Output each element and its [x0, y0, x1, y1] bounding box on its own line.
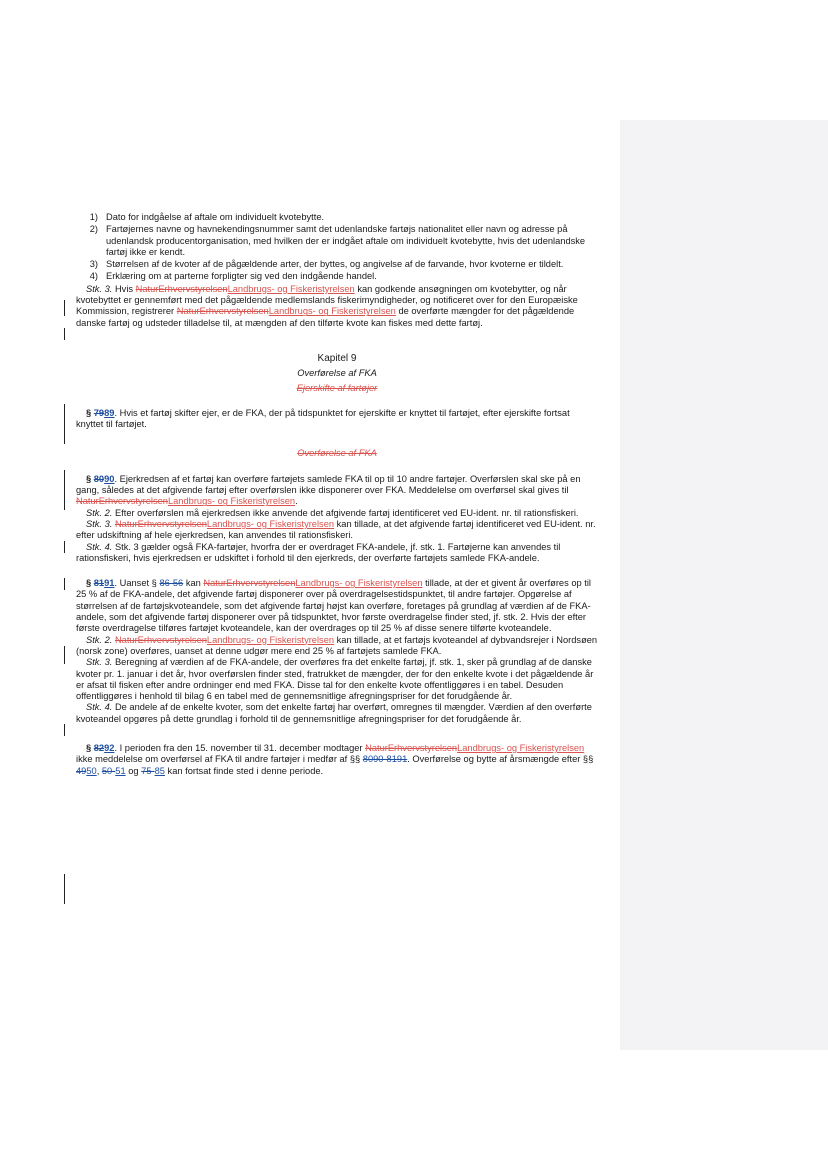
- change-bar: [64, 724, 65, 736]
- deleted-heading: Ejerskifte af fartøjer: [296, 382, 378, 393]
- inserted-authority: Landbrugs- og Fiskeristyrelsen: [268, 306, 396, 317]
- change-bar: [64, 470, 65, 510]
- list-item: 2) Fartøjernes navne og havnekendingsnummer samt det udenlandske fartøjs nationalitet eller navn og adresse på udenlandsk producentorganisation, med hvilken der er indgået aftale om individuelt kvotebytte, hvis det udenlandske fartøj ikke er kendt.: [89, 224, 586, 257]
- section-90: § 8090. Ejerkredsen af et fartøj kan overføre fartøjets samlede FKA til op til 10 andre fartøjer. Overførslen skal ske på en gang, således at det afgivende fartøj efter overførslen ikke disponerer over FKA. Meddelelse om overførsel skal gives til NaturErhvervstyrelsenLandbrugs- og Fiskeristyrelsen.: [76, 473, 581, 507]
- section-91-stk2: Stk. 2. NaturErhvervstyrelsenLandbrugs- og Fiskeristyrelsen kan tillade, at et fartøjs kvoteandel af dybvandsrejer i Nordsøen (norsk zone) overføres, uanset at denne udgør mere end 25 % af fartøjets samlede FKA.: [76, 634, 598, 656]
- chapter-label: Kapitel 9: [317, 352, 357, 364]
- document-body: [76, 212, 598, 777]
- change-bar: [64, 578, 65, 590]
- section-92: § 8292. I perioden fra den 15. november til 31. december modtager NaturErhvervstyrelsenLandbrugs- og Fiskeristyrelsen ikke meddelelse om overførsel af FKA til andre fartøjer i medfør af §§ 8090-8191. Overførelse og bytte af årsmængde efter §§ 4950, 50-51 og 75-85 kan fortsat finde sted i denne periode.: [76, 742, 594, 776]
- deleted-authority: NaturErhvervstyrelsen: [176, 306, 269, 317]
- deleted-authority: NaturErhvervstyrelsen: [135, 283, 228, 294]
- section-90-stk3: Stk. 3. NaturErhvervstyrelsenLandbrugs- og Fiskeristyrelsen kan tillade, at det afgivende fartøj identificeret ved EU-ident. nr. efter udskiftning af hele ejerkredsen, kan anvendes til rationsfiskeri.: [76, 518, 596, 541]
- list-item: 1) Dato for indgåelse af aftale om individuelt kvotebytte.: [89, 212, 325, 222]
- stk3-paragraph: Stk. 3. Hvis NaturErhvervstyrelsenLandbrugs- og Fiskeristyrelsen kan godkende ansøgningen om kvotebytter, og når kvotebyttet er gennemført med det pågældende medlemslands fiskerimyndigheder, og notificeret over for den Europæiske Kommission, registrerer NaturErhvervstyrelsenLandbrugs- og Fiskeristyrelsen de overførte mængder for det pågældende danske fartøj og udsteder tilladelse til, at mængden af den tilførte kvote kan fiskes med dette fartøj.: [76, 283, 578, 328]
- section-91-stk4: Stk. 4. De andele af de enkelte kvoter, som det enkelte fartøj har overført, omregnes til mængder. Værdien af den overførte kvoteandel opgøres på dette grundlag i forhold til de gennemsnitlige afregningspriser for det forudgående år.: [76, 702, 592, 724]
- change-bar: [64, 404, 65, 444]
- deleted-subheading: Overførelse af FKA: [297, 448, 377, 459]
- section-91: § 8191. Uanset § 86-56 kan NaturErhvervstyrelsenLandbrugs- og Fiskeristyrelsen tillade, at der et givent år overføres op til 25 % af de FKA-andele, det afgivende fartøj disponerer over på overdragelsestidspunktet, til andre fartøjer. Opgørelse af størrelsen af de fartøjskvoteandele, som det afgivende fartøj højst kan overføre, foretages på grundlag af værdien af de FKA-andele, som det afgivende fartøj disponerer over på tidspunktet, hvor første overdragelse finder sted, jf. stk. 2. Hvis der efter første overdragelse tilføres fartøjet kvoteandele, kan der overdrages op til 25 % af disse senere tilførte kvoteandele.: [76, 578, 591, 634]
- section-91-stk3: Stk. 3. Beregning af værdien af de FKA-andele, der overføres fra det enkelte fartøj, jf. stk. 1, sker på grundlag af de danske kvoter pr. 1. januar i det år, hvor overførslen finder sted, fratrukket de mængder, der for den enkelte kvote i det pågældende år er afsat til fisken efter andre ordninger end med FKA. Disse tal for den enkelte kvote offentliggøres i en tabel. Desuden offentliggøres i henhold til bilag 6 en tabel med de gennemsnitlige afregningspriser for det forudgående år.: [76, 657, 594, 702]
- inserted-authority: Landbrugs- og Fiskeristyrelsen: [227, 283, 355, 294]
- change-bar: [64, 874, 65, 904]
- list-item: 4) Erklæring om at parterne forpligter sig ved den indgående handel.: [89, 271, 377, 282]
- margin-band: [620, 120, 828, 1050]
- numbered-list: [76, 212, 598, 283]
- list-item: 3) Størrelsen af de kvoter af de pågældende arter, der byttes, og angivelse af de farvande, hvor kvoterne er tildelt.: [89, 259, 564, 270]
- change-bar: [64, 541, 65, 553]
- section-90-stk2: Stk. 2. Efter overførslen må ejerkredsen ikke anvende det afgivende fartøj identificeret ved EU-ident. nr. til rationsfiskeri.: [86, 507, 579, 518]
- section-89: § 7989. Hvis et fartøj skifter ejer, er de FKA, der på tidspunktet for ejerskifte er knyttet til fartøjet, efter ejerskifte fortsat knyttet til fartøjet.: [76, 407, 570, 430]
- change-bar: [64, 328, 65, 340]
- section-90-stk4: Stk. 4. Stk. 3 gælder også FKA-fartøjer, hvorfra der er overdraget FKA-andele, jf. stk. 1. Fartøjerne kan anvendes til rationsfiskeri, hvis ejerkredsen er udskiftet i forhold til den ejerkreds, der overførte fartøjets samlede FKA-andele.: [76, 541, 561, 563]
- change-bar: [64, 300, 65, 316]
- change-bar: [64, 646, 65, 664]
- chapter-heading: Overførelse af FKA: [297, 368, 377, 379]
